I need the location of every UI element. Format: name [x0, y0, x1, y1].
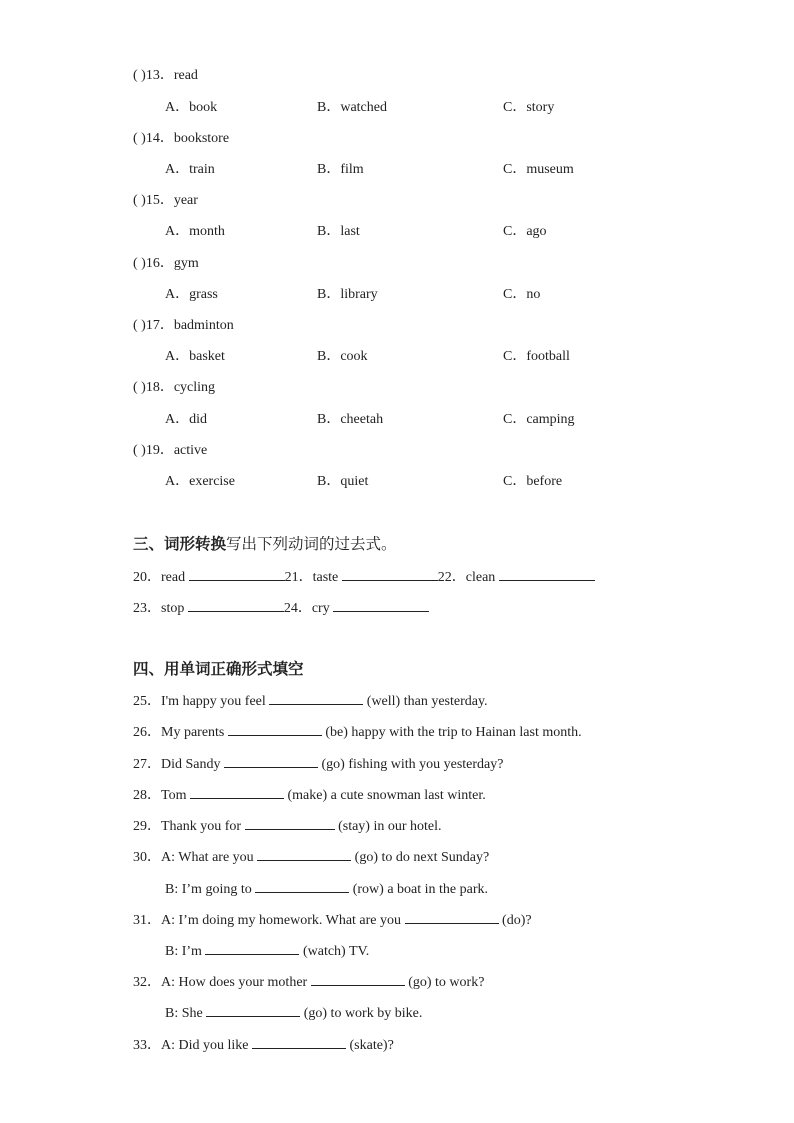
option-c: C．museum: [503, 162, 574, 177]
section-4-heading: 四、用单词正确形式填空: [133, 660, 304, 678]
answer-paren[interactable]: ( ): [133, 380, 146, 395]
question-27: [133, 754, 503, 774]
question-text: (make) a cute snowman last winter.: [283, 788, 486, 803]
question-text: A: I’m doing my homework. What are you: [161, 913, 405, 928]
answer-blank[interactable]: [499, 567, 595, 581]
option-c: C．no: [503, 287, 541, 302]
answer-blank[interactable]: [252, 1035, 346, 1049]
question-18: [133, 379, 215, 397]
question-number: 32．: [133, 975, 161, 990]
question-21-text: 21．taste: [284, 570, 342, 585]
question-29: [133, 816, 442, 836]
option-a: A．month: [165, 224, 225, 239]
question-14: [133, 130, 229, 148]
option-b: B．film: [317, 162, 364, 177]
option-b: B．last: [317, 224, 360, 239]
question-number: 30．: [133, 850, 161, 865]
question-text: (stay) in our hotel.: [334, 819, 442, 834]
option-a: A．grass: [165, 287, 218, 302]
question-number: 14．: [145, 131, 174, 146]
question-text: B: I’m going to: [165, 882, 256, 897]
answer-paren[interactable]: ( ): [133, 131, 146, 146]
question-text: Thank you for: [161, 819, 245, 834]
question-number: 29．: [133, 819, 161, 834]
question-33: [133, 1035, 394, 1055]
question-text: (go) to do next Sunday?: [351, 850, 490, 865]
answer-paren[interactable]: ( ): [133, 193, 146, 208]
question-32-b: [165, 1003, 422, 1023]
question-text: A: What are you: [161, 850, 258, 865]
answer-blank[interactable]: [311, 972, 405, 986]
question-text: (be) happy with the trip to Hainan last month.: [321, 725, 582, 740]
question-number: 15．: [145, 193, 174, 208]
question-text: I'm happy you feel: [161, 694, 270, 709]
question-number: 16．: [145, 256, 174, 271]
question-word: year: [173, 193, 198, 208]
section-3-heading: [133, 534, 397, 554]
question-number: 18．: [145, 380, 174, 395]
question-text: Did Sandy: [161, 757, 224, 772]
question-31-a: [133, 910, 532, 930]
option-b: B．cheetah: [317, 412, 384, 427]
question-17: [133, 317, 234, 335]
answer-paren[interactable]: ( ): [133, 443, 146, 458]
section-3-title: 三、词形转换: [133, 535, 227, 553]
option-a: A．basket: [165, 349, 225, 364]
question-30-b: [165, 879, 488, 899]
question-word: read: [173, 68, 198, 83]
question-text: (row) a boat in the park.: [349, 882, 489, 897]
question-15: [133, 192, 198, 210]
question-text: (watch) TV.: [299, 944, 370, 959]
section-3-row-1: [133, 567, 595, 587]
option-a: A．train: [165, 162, 215, 177]
option-a: A．did: [165, 412, 207, 427]
question-word: badminton: [173, 318, 234, 333]
answer-blank[interactable]: [190, 785, 284, 799]
question-16: [133, 255, 199, 273]
question-number: 31．: [133, 913, 161, 928]
question-number: 13．: [145, 68, 174, 83]
question-text: (go) to work?: [404, 975, 485, 990]
answer-blank[interactable]: [188, 598, 284, 612]
option-b: B．library: [317, 287, 378, 302]
question-text: B: I’m: [165, 944, 206, 959]
question-text: (go) to work by bike.: [300, 1006, 423, 1021]
question-number: 33．: [133, 1038, 161, 1053]
answer-paren[interactable]: ( ): [133, 68, 146, 83]
question-text: A: Did you like: [161, 1038, 252, 1053]
answer-blank[interactable]: [224, 754, 318, 768]
question-text: (do)?: [498, 913, 532, 928]
question-text: (skate)?: [346, 1038, 394, 1053]
question-26: [133, 722, 582, 742]
question-number: 19．: [145, 443, 174, 458]
question-word: bookstore: [173, 131, 230, 146]
option-c: C．football: [503, 349, 570, 364]
question-24-text: 24．cry: [283, 601, 334, 616]
option-c: C．before: [503, 474, 563, 489]
question-20-text: 20．read: [133, 570, 189, 585]
question-number: 26．: [133, 725, 161, 740]
question-number: 25．: [133, 694, 161, 709]
question-number: 27．: [133, 757, 161, 772]
question-word: cycling: [173, 380, 216, 395]
answer-blank[interactable]: [206, 1003, 300, 1017]
option-a: A．book: [165, 100, 218, 115]
answer-blank[interactable]: [405, 910, 499, 924]
question-28: [133, 785, 486, 805]
answer-blank[interactable]: [255, 879, 349, 893]
option-c: C．camping: [503, 412, 575, 427]
section-3-row-2: [133, 598, 429, 618]
answer-blank[interactable]: [205, 941, 299, 955]
answer-blank[interactable]: [228, 722, 322, 736]
answer-blank[interactable]: [189, 567, 285, 581]
question-text: My parents: [161, 725, 228, 740]
question-text: Tom: [161, 788, 190, 803]
answer-blank[interactable]: [269, 691, 363, 705]
question-text: (well) than yesterday.: [363, 694, 488, 709]
question-31-b: [165, 941, 369, 961]
option-a: A．exercise: [165, 474, 235, 489]
question-25: [133, 691, 488, 711]
question-text: B: She: [165, 1006, 207, 1021]
option-b: B．cook: [317, 349, 368, 364]
question-word: active: [173, 443, 208, 458]
question-number: 17．: [145, 318, 174, 333]
answer-paren[interactable]: ( ): [133, 256, 146, 271]
question-32-a: [133, 972, 484, 992]
option-b: B．quiet: [317, 474, 369, 489]
question-19: [133, 442, 207, 460]
question-text: A: How does your mother: [161, 975, 311, 990]
answer-blank[interactable]: [245, 816, 335, 830]
question-word: gym: [173, 256, 199, 271]
question-23-text: 23．stop: [133, 601, 188, 616]
question-22-text: 22．clean: [437, 570, 499, 585]
answer-blank[interactable]: [342, 567, 438, 581]
option-c: C．story: [503, 100, 555, 115]
answer-paren[interactable]: ( ): [133, 318, 146, 333]
question-13: [133, 67, 198, 85]
answer-blank[interactable]: [257, 847, 351, 861]
question-text: (go) fishing with you yesterday?: [318, 757, 504, 772]
option-c: C．ago: [503, 224, 547, 239]
option-b: B．watched: [317, 100, 387, 115]
question-number: 28．: [133, 788, 161, 803]
section-3-instruction: 写出下列动词的过去式。: [226, 535, 397, 553]
answer-blank[interactable]: [333, 598, 429, 612]
question-30-a: [133, 847, 489, 867]
